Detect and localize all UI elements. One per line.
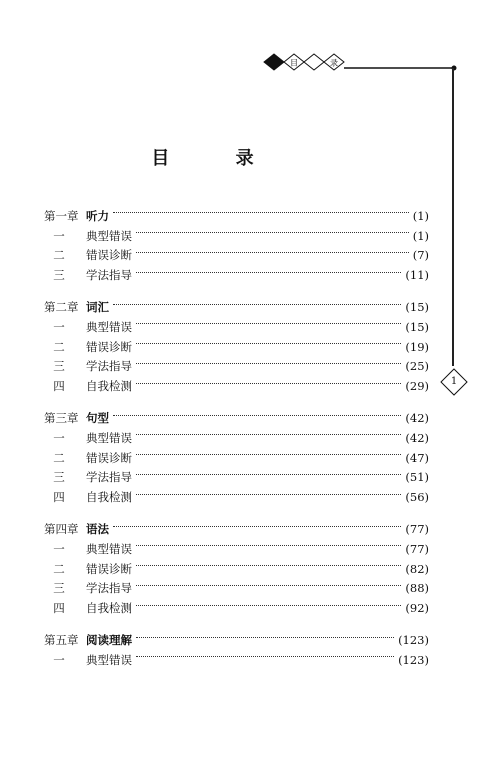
toc-number: 四 <box>53 601 65 616</box>
toc-number: 三 <box>53 581 65 596</box>
toc-chapter <box>44 630 429 670</box>
toc-number: 四 <box>53 379 65 394</box>
toc-section-row <box>44 579 429 599</box>
toc-page-number: (92) <box>405 601 429 616</box>
toc-leader-dots <box>136 383 401 384</box>
toc-section-row <box>44 598 429 618</box>
toc-leader-dots <box>136 454 401 455</box>
toc-leader-dots <box>136 545 401 546</box>
toc-number: 一 <box>53 430 65 445</box>
toc-page-number: (15) <box>405 319 429 334</box>
toc-section-row <box>44 357 429 377</box>
toc-leader-dots <box>136 474 401 475</box>
toc-chapter-row <box>44 630 429 650</box>
toc-leader-dots <box>136 494 401 495</box>
toc-page-number: (15) <box>405 300 429 315</box>
toc-number: 第一章 <box>44 208 79 223</box>
toc-number: 四 <box>53 490 65 505</box>
toc-label: 典型错误 <box>86 652 132 667</box>
toc-number: 一 <box>53 228 65 243</box>
toc-label: 句型 <box>86 411 109 426</box>
toc-leader-dots <box>136 605 401 606</box>
toc-chapter <box>44 297 429 396</box>
toc-chapter-row <box>44 297 429 317</box>
page-number: 1 <box>450 376 458 387</box>
toc-leader-dots <box>136 656 394 657</box>
toc-number: 三 <box>53 268 65 283</box>
toc-number: 三 <box>53 470 65 485</box>
toc-leader-dots <box>136 272 401 273</box>
toc-page-number: (77) <box>405 522 429 537</box>
toc-label: 学法指导 <box>86 359 132 374</box>
toc-section-row <box>44 246 429 266</box>
toc-number: 二 <box>53 339 65 354</box>
ornament-diamond-icon <box>304 54 324 70</box>
toc-page-number: (25) <box>405 359 429 374</box>
toc-page-number: (77) <box>405 541 429 556</box>
toc-page-number: (88) <box>405 581 429 596</box>
toc-leader-dots <box>113 212 409 213</box>
toc-page-number: (29) <box>405 379 429 394</box>
toc-leader-dots <box>136 343 401 344</box>
toc-leader-dots <box>136 232 409 233</box>
toc-number: 二 <box>53 561 65 576</box>
toc-leader-dots <box>136 323 401 324</box>
header-ornament <box>262 52 462 72</box>
toc-section-row <box>44 265 429 285</box>
toc-chapter <box>44 206 429 285</box>
toc-leader-dots <box>136 252 409 253</box>
toc-page-number: (42) <box>405 411 429 426</box>
toc-leader-dots <box>136 637 394 638</box>
toc-label: 典型错误 <box>86 430 132 445</box>
toc-section-row <box>44 337 429 357</box>
toc-chapter-row <box>44 519 429 539</box>
ornament-diamond-solid-icon <box>264 54 284 70</box>
toc-section-row <box>44 468 429 488</box>
toc-page-number: (11) <box>405 268 429 283</box>
toc-leader-dots <box>113 415 401 416</box>
toc-leader-dots <box>136 585 401 586</box>
toc-section-row <box>44 539 429 559</box>
toc-number: 三 <box>53 359 65 374</box>
toc-page-number: (7) <box>412 248 429 263</box>
ornament-char: 目 <box>290 58 298 68</box>
table-of-contents <box>44 206 429 682</box>
toc-label: 自我检测 <box>86 490 132 505</box>
toc-leader-dots <box>113 526 401 527</box>
toc-label: 阅读理解 <box>86 633 132 648</box>
toc-chapter-row <box>44 206 429 226</box>
toc-number: 一 <box>53 319 65 334</box>
toc-label: 错误诊断 <box>86 248 132 263</box>
toc-label: 学法指导 <box>86 581 132 596</box>
toc-section-row <box>44 376 429 396</box>
ornament-char: 录 <box>330 58 338 68</box>
toc-label: 学法指导 <box>86 268 132 283</box>
toc-number: 第三章 <box>44 411 79 426</box>
toc-number: 一 <box>53 652 65 667</box>
toc-page-number: (19) <box>405 339 429 354</box>
toc-number: 第四章 <box>44 522 79 537</box>
toc-leader-dots <box>136 565 401 566</box>
toc-number: 第五章 <box>44 633 79 648</box>
toc-section-row <box>44 317 429 337</box>
toc-page-number: (123) <box>398 652 429 667</box>
toc-label: 自我检测 <box>86 379 132 394</box>
toc-chapter <box>44 519 429 618</box>
toc-page-number: (123) <box>398 633 429 648</box>
toc-label: 典型错误 <box>86 228 132 243</box>
toc-page-number: (56) <box>405 490 429 505</box>
toc-leader-dots <box>136 434 401 435</box>
toc-number: 第二章 <box>44 300 79 315</box>
toc-number: 二 <box>53 450 65 465</box>
toc-section-row <box>44 448 429 468</box>
toc-label: 语法 <box>86 522 109 537</box>
toc-label: 错误诊断 <box>86 339 132 354</box>
toc-page-number: (1) <box>412 228 429 243</box>
toc-label: 学法指导 <box>86 470 132 485</box>
toc-chapter-row <box>44 408 429 428</box>
toc-leader-dots <box>113 304 401 305</box>
toc-page-number: (47) <box>405 450 429 465</box>
toc-page-number: (42) <box>405 430 429 445</box>
toc-label: 听力 <box>86 208 109 223</box>
toc-section-row <box>44 487 429 507</box>
toc-section-row <box>44 559 429 579</box>
toc-page-number: (51) <box>405 470 429 485</box>
toc-label: 典型错误 <box>86 541 132 556</box>
toc-label: 错误诊断 <box>86 450 132 465</box>
toc-section-row <box>44 650 429 670</box>
toc-label: 错误诊断 <box>86 561 132 576</box>
toc-number: 二 <box>53 248 65 263</box>
toc-label: 词汇 <box>86 300 109 315</box>
toc-leader-dots <box>136 363 401 364</box>
margin-rule <box>452 68 454 366</box>
toc-chapter <box>44 408 429 507</box>
toc-page-number: (1) <box>412 208 429 223</box>
toc-label: 自我检测 <box>86 601 132 616</box>
toc-label: 典型错误 <box>86 319 132 334</box>
toc-section-row <box>44 428 429 448</box>
page-title: 目 录 <box>151 148 284 169</box>
toc-number: 一 <box>53 541 65 556</box>
toc-section-row <box>44 226 429 246</box>
toc-page-number: (82) <box>405 561 429 576</box>
